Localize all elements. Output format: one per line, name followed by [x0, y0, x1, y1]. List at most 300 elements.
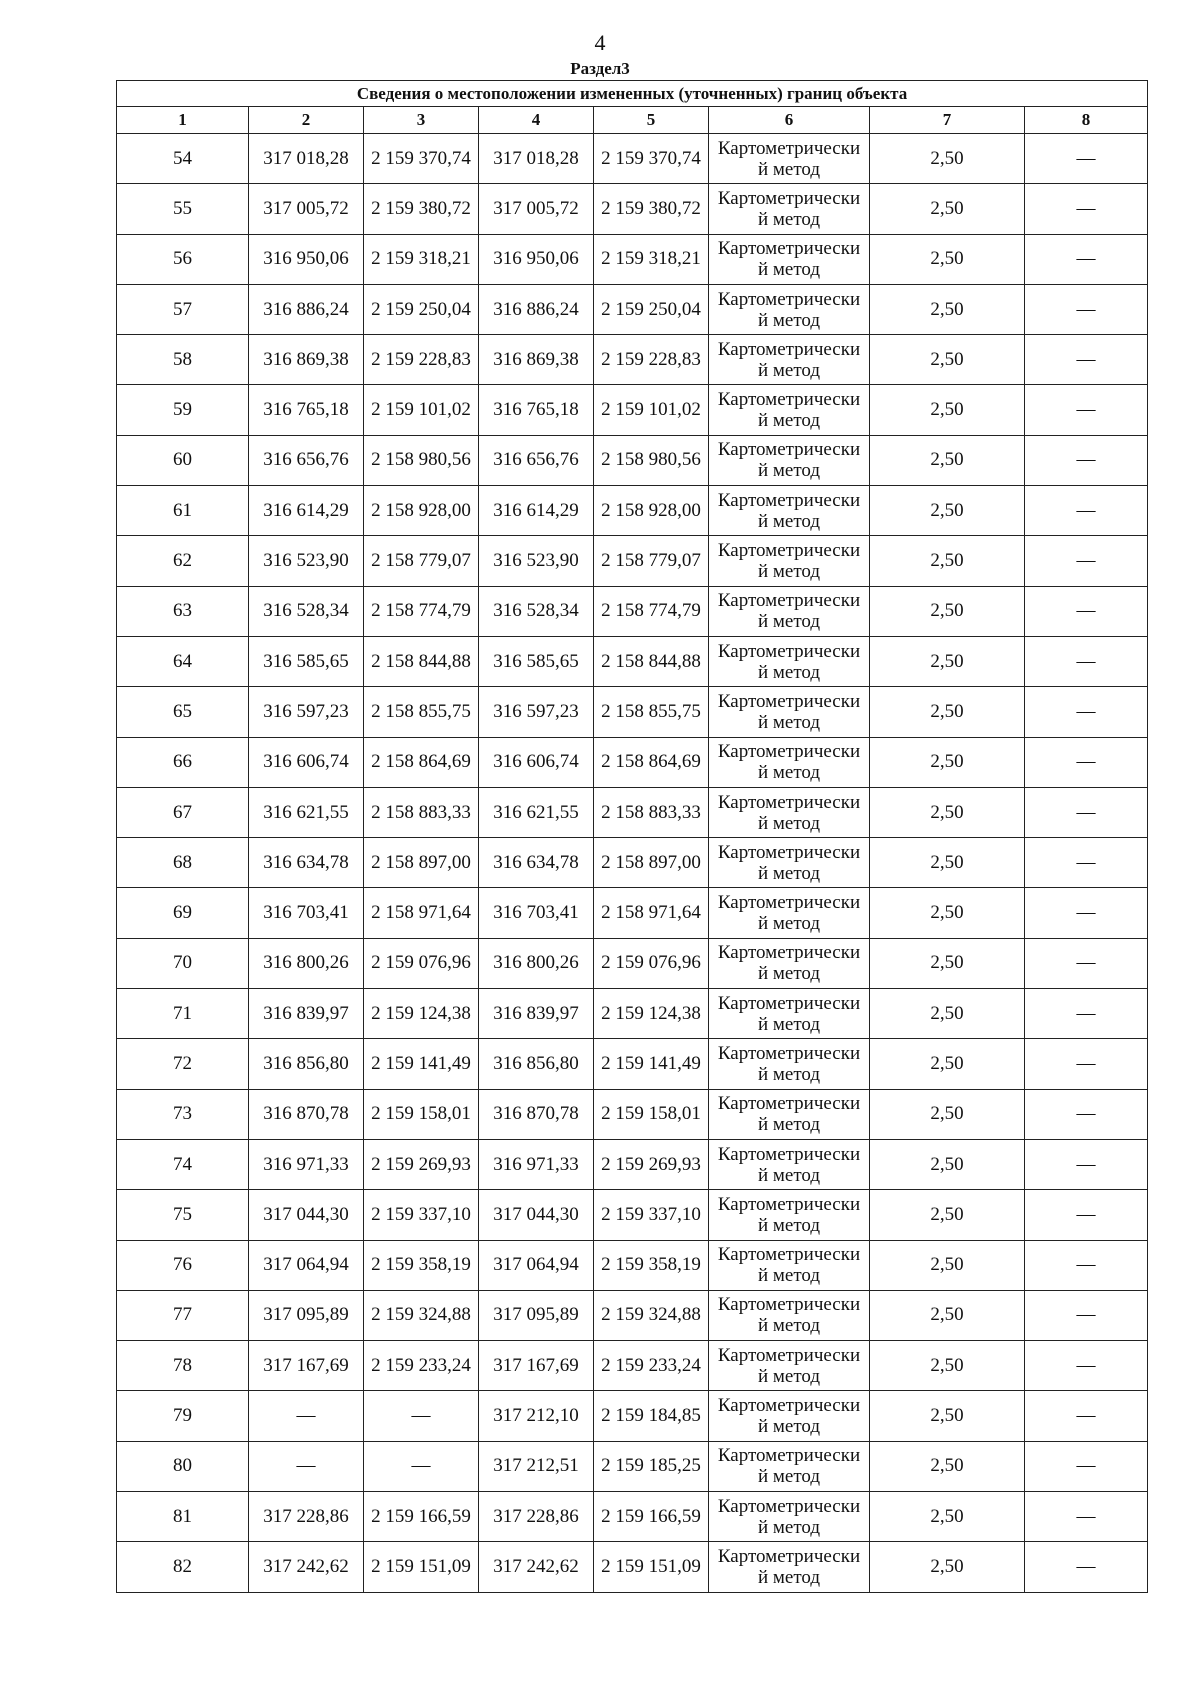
- new-y-cell: 2 158 971,64: [594, 888, 709, 938]
- new-y-cell: 2 158 980,56: [594, 435, 709, 485]
- method-line-2: й метод: [757, 1114, 821, 1136]
- table-row: [117, 1240, 1148, 1290]
- method-line-2: й метод: [757, 1214, 821, 1236]
- existing-y-cell: 2 159 101,02: [364, 385, 479, 435]
- table-row: [117, 134, 1148, 184]
- method-line-1: Картометрически: [717, 1445, 861, 1467]
- new-x-cell: 317 018,28: [479, 134, 594, 184]
- existing-y-cell: 2 159 141,49: [364, 1039, 479, 1089]
- method-line-2: й метод: [757, 1315, 821, 1337]
- method-cell: [709, 184, 870, 234]
- new-x-cell: 316 856,80: [479, 1039, 594, 1089]
- table-row: [117, 1089, 1148, 1139]
- description-cell: —: [1025, 385, 1148, 435]
- method-cell: [709, 335, 870, 385]
- accuracy-cell: 2,50: [870, 284, 1025, 334]
- point-number-cell: 60: [117, 435, 249, 485]
- new-y-cell: 2 159 185,25: [594, 1441, 709, 1491]
- method-cell: [709, 737, 870, 787]
- method-line-2: й метод: [757, 309, 821, 331]
- existing-y-cell: 2 158 971,64: [364, 888, 479, 938]
- new-x-cell: 317 005,72: [479, 184, 594, 234]
- point-number-cell: 75: [117, 1190, 249, 1240]
- page-number: 4: [594, 30, 606, 55]
- description-cell: —: [1025, 737, 1148, 787]
- description-cell: —: [1025, 938, 1148, 988]
- accuracy-cell: 2,50: [870, 737, 1025, 787]
- new-y-cell: 2 159 269,93: [594, 1139, 709, 1189]
- existing-y-cell: 2 159 324,88: [364, 1290, 479, 1340]
- existing-y-cell: 2 158 774,79: [364, 586, 479, 636]
- method-line-1: Картометрически: [717, 590, 861, 612]
- accuracy-cell: 2,50: [870, 1240, 1025, 1290]
- table-caption: Сведения о местоположении измененных (уточненных) границ объекта: [117, 81, 1148, 107]
- accuracy-cell: 2,50: [870, 435, 1025, 485]
- existing-y-cell: 2 159 380,72: [364, 184, 479, 234]
- method-line-1: Картометрически: [717, 137, 861, 159]
- description-cell: —: [1025, 536, 1148, 586]
- new-x-cell: 317 095,89: [479, 1290, 594, 1340]
- table-row: [117, 234, 1148, 284]
- table-row: [117, 1190, 1148, 1240]
- accuracy-cell: 2,50: [870, 1139, 1025, 1189]
- column-header: 8: [1025, 107, 1148, 134]
- table-row: [117, 1391, 1148, 1441]
- method-line-1: Картометрически: [717, 892, 861, 914]
- method-line-1: Картометрически: [717, 992, 861, 1014]
- existing-y-cell: 2 159 076,96: [364, 938, 479, 988]
- method-line-2: й метод: [757, 661, 821, 683]
- description-cell: —: [1025, 586, 1148, 636]
- method-line-1: Картометрически: [717, 1344, 861, 1366]
- method-line-2: й метод: [757, 359, 821, 381]
- new-x-cell: 316 614,29: [479, 486, 594, 536]
- method-cell: [709, 385, 870, 435]
- existing-x-cell: 316 886,24: [249, 284, 364, 334]
- existing-y-cell: 2 158 779,07: [364, 536, 479, 586]
- accuracy-cell: 2,50: [870, 1039, 1025, 1089]
- existing-y-cell: 2 159 269,93: [364, 1139, 479, 1189]
- accuracy-cell: 2,50: [870, 687, 1025, 737]
- table-row: [117, 284, 1148, 334]
- method-line-1: Картометрически: [717, 1395, 861, 1417]
- table-header-row: [117, 107, 1148, 134]
- existing-y-cell: 2 159 228,83: [364, 335, 479, 385]
- existing-y-cell: 2 159 370,74: [364, 134, 479, 184]
- existing-y-cell: 2 159 233,24: [364, 1341, 479, 1391]
- existing-x-cell: 317 005,72: [249, 184, 364, 234]
- accuracy-cell: 2,50: [870, 586, 1025, 636]
- new-y-cell: 2 159 233,24: [594, 1341, 709, 1391]
- new-x-cell: 316 703,41: [479, 888, 594, 938]
- table-row: [117, 1441, 1148, 1491]
- method-cell: [709, 435, 870, 485]
- table-row: [117, 636, 1148, 686]
- description-cell: —: [1025, 687, 1148, 737]
- method-line-1: Картометрически: [717, 640, 861, 662]
- method-cell: [709, 1341, 870, 1391]
- accuracy-cell: 2,50: [870, 134, 1025, 184]
- method-cell: [709, 1139, 870, 1189]
- column-header: 3: [364, 107, 479, 134]
- new-x-cell: 316 870,78: [479, 1089, 594, 1139]
- point-number-cell: 79: [117, 1391, 249, 1441]
- method-line-2: й метод: [757, 812, 821, 834]
- description-cell: —: [1025, 1290, 1148, 1340]
- point-number-cell: 55: [117, 184, 249, 234]
- accuracy-cell: 2,50: [870, 486, 1025, 536]
- accuracy-cell: 2,50: [870, 1542, 1025, 1592]
- point-number-cell: 76: [117, 1240, 249, 1290]
- accuracy-cell: 2,50: [870, 1190, 1025, 1240]
- new-x-cell: 316 971,33: [479, 1139, 594, 1189]
- table-row: [117, 838, 1148, 888]
- accuracy-cell: 2,50: [870, 888, 1025, 938]
- method-cell: [709, 888, 870, 938]
- description-cell: —: [1025, 1492, 1148, 1542]
- method-cell: [709, 234, 870, 284]
- existing-y-cell: 2 158 844,88: [364, 636, 479, 686]
- method-line-1: Картометрически: [717, 389, 861, 411]
- point-number-cell: 59: [117, 385, 249, 435]
- method-line-2: й метод: [757, 1566, 821, 1588]
- method-line-2: й метод: [757, 1416, 821, 1438]
- new-x-cell: 317 167,69: [479, 1341, 594, 1391]
- existing-y-cell: 2 159 151,09: [364, 1542, 479, 1592]
- method-line-1: Картометрически: [717, 841, 861, 863]
- method-line-2: й метод: [757, 611, 821, 633]
- method-line-2: й метод: [757, 1466, 821, 1488]
- description-cell: —: [1025, 989, 1148, 1039]
- new-y-cell: 2 159 151,09: [594, 1542, 709, 1592]
- new-y-cell: 2 158 897,00: [594, 838, 709, 888]
- method-cell: [709, 284, 870, 334]
- table-row: [117, 1542, 1148, 1592]
- table-row: [117, 486, 1148, 536]
- description-cell: —: [1025, 787, 1148, 837]
- method-cell: [709, 687, 870, 737]
- new-y-cell: 2 159 324,88: [594, 1290, 709, 1340]
- table-row: [117, 1341, 1148, 1391]
- table-row: [117, 335, 1148, 385]
- method-line-1: Картометрически: [717, 942, 861, 964]
- existing-y-cell: 2 158 897,00: [364, 838, 479, 888]
- existing-x-cell: 316 971,33: [249, 1139, 364, 1189]
- table-row: [117, 687, 1148, 737]
- new-y-cell: 2 159 124,38: [594, 989, 709, 1039]
- existing-x-cell: 317 228,86: [249, 1492, 364, 1542]
- description-cell: —: [1025, 335, 1148, 385]
- method-line-2: й метод: [757, 561, 821, 583]
- existing-x-cell: 316 523,90: [249, 536, 364, 586]
- new-x-cell: 317 212,10: [479, 1391, 594, 1441]
- existing-x-cell: 316 839,97: [249, 989, 364, 1039]
- point-number-cell: 62: [117, 536, 249, 586]
- existing-x-cell: —: [249, 1391, 364, 1441]
- new-y-cell: 2 158 864,69: [594, 737, 709, 787]
- existing-x-cell: 316 614,29: [249, 486, 364, 536]
- point-number-cell: 69: [117, 888, 249, 938]
- method-cell: [709, 989, 870, 1039]
- method-line-1: Картометрически: [717, 1294, 861, 1316]
- description-cell: —: [1025, 1441, 1148, 1491]
- method-cell: [709, 536, 870, 586]
- method-line-2: й метод: [757, 1265, 821, 1287]
- existing-y-cell: —: [364, 1391, 479, 1441]
- new-x-cell: 316 800,26: [479, 938, 594, 988]
- point-number-cell: 65: [117, 687, 249, 737]
- description-cell: —: [1025, 1139, 1148, 1189]
- point-number-cell: 56: [117, 234, 249, 284]
- new-x-cell: 317 242,62: [479, 1542, 594, 1592]
- new-y-cell: 2 159 158,01: [594, 1089, 709, 1139]
- method-cell: [709, 938, 870, 988]
- new-y-cell: 2 159 166,59: [594, 1492, 709, 1542]
- method-line-2: й метод: [757, 208, 821, 230]
- method-line-1: Картометрически: [717, 1193, 861, 1215]
- method-cell: [709, 1441, 870, 1491]
- method-line-2: й метод: [757, 158, 821, 180]
- method-line-2: й метод: [757, 1164, 821, 1186]
- method-cell: [709, 1190, 870, 1240]
- table-row: [117, 1039, 1148, 1089]
- method-cell: [709, 1240, 870, 1290]
- new-x-cell: 316 656,76: [479, 435, 594, 485]
- method-line-1: Картометрически: [717, 238, 861, 260]
- table-row: [117, 1139, 1148, 1189]
- point-number-cell: 81: [117, 1492, 249, 1542]
- column-header: 2: [249, 107, 364, 134]
- new-y-cell: 2 158 855,75: [594, 687, 709, 737]
- table-row: [117, 536, 1148, 586]
- new-x-cell: 316 886,24: [479, 284, 594, 334]
- point-number-cell: 70: [117, 938, 249, 988]
- method-line-2: й метод: [757, 259, 821, 281]
- method-line-1: Картометрически: [717, 439, 861, 461]
- accuracy-cell: 2,50: [870, 1290, 1025, 1340]
- point-number-cell: 67: [117, 787, 249, 837]
- accuracy-cell: 2,50: [870, 1089, 1025, 1139]
- method-cell: [709, 636, 870, 686]
- description-cell: —: [1025, 1240, 1148, 1290]
- accuracy-cell: 2,50: [870, 989, 1025, 1039]
- existing-y-cell: 2 159 337,10: [364, 1190, 479, 1240]
- boundary-coordinates-table: [116, 80, 1148, 1593]
- new-y-cell: 2 158 844,88: [594, 636, 709, 686]
- existing-x-cell: 316 703,41: [249, 888, 364, 938]
- new-y-cell: 2 159 101,02: [594, 385, 709, 435]
- method-line-2: й метод: [757, 510, 821, 532]
- description-cell: —: [1025, 234, 1148, 284]
- existing-x-cell: 316 870,78: [249, 1089, 364, 1139]
- existing-y-cell: 2 159 250,04: [364, 284, 479, 334]
- method-line-2: й метод: [757, 410, 821, 432]
- new-y-cell: 2 159 076,96: [594, 938, 709, 988]
- new-x-cell: 316 634,78: [479, 838, 594, 888]
- existing-x-cell: 317 095,89: [249, 1290, 364, 1340]
- description-cell: —: [1025, 1190, 1148, 1240]
- new-x-cell: 316 950,06: [479, 234, 594, 284]
- table-row: [117, 938, 1148, 988]
- method-cell: [709, 486, 870, 536]
- new-x-cell: 316 523,90: [479, 536, 594, 586]
- method-line-1: Картометрически: [717, 489, 861, 511]
- existing-y-cell: 2 159 158,01: [364, 1089, 479, 1139]
- method-line-1: Картометрически: [717, 791, 861, 813]
- new-x-cell: 317 044,30: [479, 1190, 594, 1240]
- description-cell: —: [1025, 486, 1148, 536]
- new-y-cell: 2 159 250,04: [594, 284, 709, 334]
- table-row: [117, 1290, 1148, 1340]
- section-title: Раздел3: [570, 59, 630, 78]
- new-x-cell: 316 606,74: [479, 737, 594, 787]
- existing-x-cell: 316 597,23: [249, 687, 364, 737]
- description-cell: —: [1025, 1341, 1148, 1391]
- new-y-cell: 2 158 883,33: [594, 787, 709, 837]
- accuracy-cell: 2,50: [870, 184, 1025, 234]
- method-line-1: Картометрически: [717, 690, 861, 712]
- point-number-cell: 66: [117, 737, 249, 787]
- method-cell: [709, 1391, 870, 1441]
- table-row: [117, 737, 1148, 787]
- table-row: [117, 989, 1148, 1039]
- new-y-cell: 2 159 358,19: [594, 1240, 709, 1290]
- method-cell: [709, 1492, 870, 1542]
- method-cell: [709, 787, 870, 837]
- method-line-1: Картометрически: [717, 187, 861, 209]
- method-cell: [709, 1290, 870, 1340]
- point-number-cell: 61: [117, 486, 249, 536]
- column-header: 7: [870, 107, 1025, 134]
- existing-y-cell: 2 159 166,59: [364, 1492, 479, 1542]
- existing-x-cell: 316 869,38: [249, 335, 364, 385]
- point-number-cell: 73: [117, 1089, 249, 1139]
- existing-y-cell: 2 159 318,21: [364, 234, 479, 284]
- method-line-2: й метод: [757, 862, 821, 884]
- method-line-2: й метод: [757, 762, 821, 784]
- existing-x-cell: 317 167,69: [249, 1341, 364, 1391]
- existing-x-cell: 316 856,80: [249, 1039, 364, 1089]
- description-cell: —: [1025, 636, 1148, 686]
- method-line-2: й метод: [757, 963, 821, 985]
- new-x-cell: 316 597,23: [479, 687, 594, 737]
- table-row: [117, 586, 1148, 636]
- method-line-1: Картометрически: [717, 1143, 861, 1165]
- existing-x-cell: 316 950,06: [249, 234, 364, 284]
- accuracy-cell: 2,50: [870, 1341, 1025, 1391]
- point-number-cell: 72: [117, 1039, 249, 1089]
- description-cell: —: [1025, 1039, 1148, 1089]
- method-line-2: й метод: [757, 1516, 821, 1538]
- description-cell: —: [1025, 134, 1148, 184]
- method-line-1: Картометрически: [717, 540, 861, 562]
- existing-y-cell: —: [364, 1441, 479, 1491]
- method-line-1: Картометрически: [717, 1042, 861, 1064]
- method-line-2: й метод: [757, 913, 821, 935]
- method-line-2: й метод: [757, 460, 821, 482]
- new-x-cell: 316 869,38: [479, 335, 594, 385]
- point-number-cell: 77: [117, 1290, 249, 1340]
- new-y-cell: 2 159 318,21: [594, 234, 709, 284]
- table-row: [117, 1492, 1148, 1542]
- existing-x-cell: 317 242,62: [249, 1542, 364, 1592]
- method-line-1: Картометрически: [717, 1495, 861, 1517]
- method-cell: [709, 1089, 870, 1139]
- existing-x-cell: 316 585,65: [249, 636, 364, 686]
- new-y-cell: 2 159 337,10: [594, 1190, 709, 1240]
- point-number-cell: 80: [117, 1441, 249, 1491]
- description-cell: —: [1025, 1542, 1148, 1592]
- existing-x-cell: 316 528,34: [249, 586, 364, 636]
- new-x-cell: 316 621,55: [479, 787, 594, 837]
- method-cell: [709, 1039, 870, 1089]
- new-x-cell: 317 212,51: [479, 1441, 594, 1491]
- column-header: 4: [479, 107, 594, 134]
- column-header: 5: [594, 107, 709, 134]
- method-line-1: Картометрически: [717, 1545, 861, 1567]
- accuracy-cell: 2,50: [870, 838, 1025, 888]
- existing-y-cell: 2 159 358,19: [364, 1240, 479, 1290]
- new-x-cell: 316 528,34: [479, 586, 594, 636]
- existing-x-cell: 316 800,26: [249, 938, 364, 988]
- new-y-cell: 2 158 928,00: [594, 486, 709, 536]
- method-cell: [709, 1542, 870, 1592]
- existing-x-cell: 317 044,30: [249, 1190, 364, 1240]
- new-y-cell: 2 159 141,49: [594, 1039, 709, 1089]
- point-number-cell: 58: [117, 335, 249, 385]
- new-y-cell: 2 159 184,85: [594, 1391, 709, 1441]
- existing-y-cell: 2 158 864,69: [364, 737, 479, 787]
- existing-y-cell: 2 158 855,75: [364, 687, 479, 737]
- new-x-cell: 316 585,65: [479, 636, 594, 686]
- method-line-2: й метод: [757, 1365, 821, 1387]
- existing-x-cell: 316 621,55: [249, 787, 364, 837]
- accuracy-cell: 2,50: [870, 385, 1025, 435]
- point-number-cell: 57: [117, 284, 249, 334]
- description-cell: —: [1025, 838, 1148, 888]
- column-header: 1: [117, 107, 249, 134]
- method-line-2: й метод: [757, 711, 821, 733]
- column-header: 6: [709, 107, 870, 134]
- method-line-2: й метод: [757, 1063, 821, 1085]
- new-y-cell: 2 158 774,79: [594, 586, 709, 636]
- method-line-1: Картометрически: [717, 288, 861, 310]
- accuracy-cell: 2,50: [870, 1441, 1025, 1491]
- description-cell: —: [1025, 184, 1148, 234]
- existing-x-cell: 316 656,76: [249, 435, 364, 485]
- point-number-cell: 82: [117, 1542, 249, 1592]
- accuracy-cell: 2,50: [870, 636, 1025, 686]
- point-number-cell: 68: [117, 838, 249, 888]
- new-x-cell: 316 765,18: [479, 385, 594, 435]
- method-cell: [709, 838, 870, 888]
- existing-x-cell: 316 765,18: [249, 385, 364, 435]
- method-cell: [709, 134, 870, 184]
- existing-x-cell: 316 634,78: [249, 838, 364, 888]
- table-row: [117, 435, 1148, 485]
- accuracy-cell: 2,50: [870, 787, 1025, 837]
- method-line-1: Картометрически: [717, 338, 861, 360]
- accuracy-cell: 2,50: [870, 234, 1025, 284]
- table-row: [117, 385, 1148, 435]
- existing-x-cell: 317 064,94: [249, 1240, 364, 1290]
- accuracy-cell: 2,50: [870, 536, 1025, 586]
- method-line-1: Картометрически: [717, 1244, 861, 1266]
- new-y-cell: 2 159 380,72: [594, 184, 709, 234]
- new-y-cell: 2 159 370,74: [594, 134, 709, 184]
- accuracy-cell: 2,50: [870, 335, 1025, 385]
- method-line-1: Картометрически: [717, 741, 861, 763]
